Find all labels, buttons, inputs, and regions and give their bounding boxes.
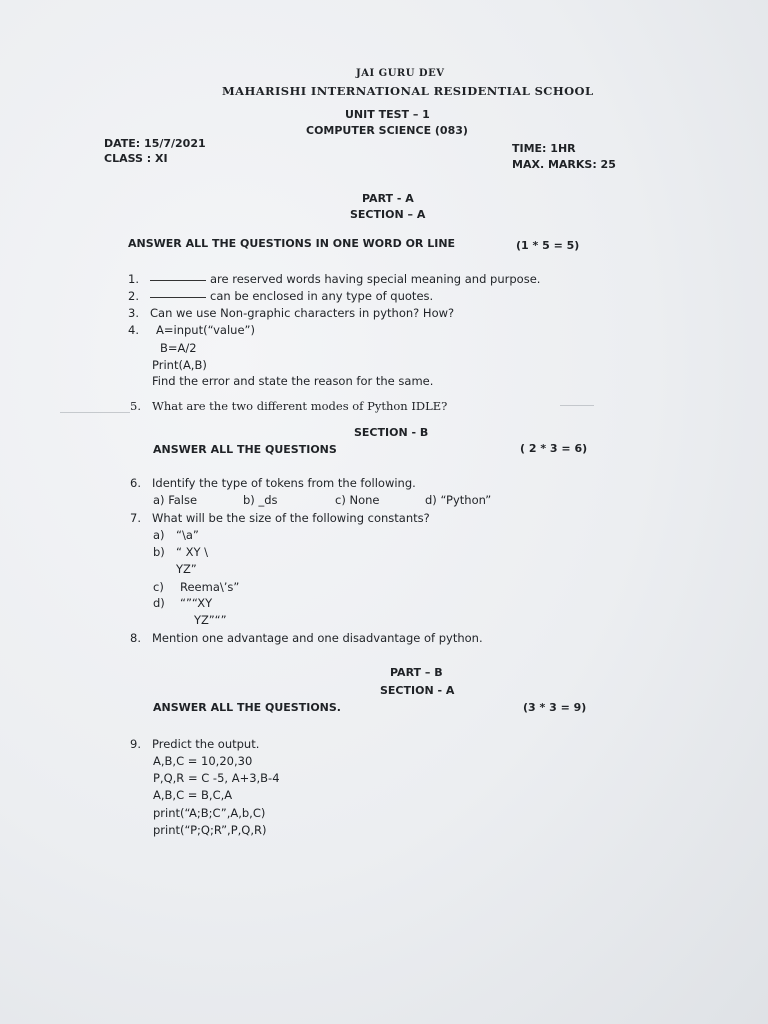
question-text: can be enclosed in any type of quotes. [210, 289, 434, 303]
question-text: are reserved words having special meaning and purpose. [210, 272, 541, 286]
code-line: P,Q,R = C -5, A+3,B-4 [153, 771, 280, 785]
question-number: 3. [128, 306, 139, 320]
question-text: Find the error and state the reason for the same. [152, 374, 434, 388]
question-number: 6. [130, 476, 141, 490]
question-number: 2. [128, 289, 139, 303]
question-number: 7. [130, 511, 141, 525]
option-a: a) False [153, 493, 198, 507]
code-line: A=input(“value”) [156, 323, 255, 337]
question-9 [130, 737, 259, 751]
option-d-label: d) [153, 596, 165, 610]
option-d-value: “”“XY [180, 596, 213, 610]
answer-blank [150, 280, 206, 281]
question-number: 9. [130, 737, 141, 751]
instruction-a: ANSWER ALL THE QUESTIONS IN ONE WORD OR LINE [128, 237, 456, 250]
scan-artifact [560, 405, 594, 406]
question-1 [128, 272, 540, 286]
option-d: d) “Python” [425, 493, 492, 507]
marks-b: ( 2 * 3 = 6) [520, 442, 588, 455]
exam-date: DATE: 15/7/2021 [104, 137, 206, 150]
option-c-value: Reema\’s” [180, 580, 240, 594]
option-c: c) None [335, 493, 380, 507]
option-b-label: b) [153, 545, 165, 559]
question-text: Mention one advantage and one disadvantage of python. [152, 631, 483, 645]
option-b-value: “ XY \ [176, 545, 209, 559]
question-text: What are the two different modes of Python IDLE? [152, 399, 448, 413]
option-c-label: c) [153, 580, 164, 594]
option-b-value-cont: YZ” [176, 562, 197, 576]
question-text: Identify the type of tokens from the following. [152, 476, 416, 490]
question-text: What will be the size of the following constants? [152, 511, 430, 525]
question-number: 5. [130, 399, 141, 413]
question-4 [128, 323, 255, 337]
scan-artifact [60, 412, 130, 413]
code-line: A,B,C = 10,20,30 [153, 754, 253, 768]
question-8 [130, 631, 483, 645]
option-d-value-cont: YZ”“” [194, 613, 227, 627]
option-a-value: “\a” [176, 528, 199, 542]
code-line: print(“A;B;C”,A,b,C) [153, 806, 266, 820]
part-b-marks: (3 * 3 = 9) [523, 701, 587, 714]
question-text: Can we use Non-graphic characters in python? How? [150, 306, 455, 320]
section-b-heading: SECTION - B [354, 426, 429, 439]
question-number: 8. [130, 631, 141, 645]
part-b-section-a-heading: SECTION - A [380, 684, 455, 697]
question-number: 1. [128, 272, 139, 286]
max-marks: MAX. MARKS: 25 [512, 158, 616, 171]
question-5 [130, 399, 447, 413]
motto: JAI GURU DEV [356, 68, 445, 79]
marks-a: (1 * 5 = 5) [516, 239, 580, 252]
part-b-heading: PART – B [390, 666, 443, 679]
option-a-label: a) [153, 528, 165, 542]
option-b: b) _ds [243, 493, 278, 507]
code-line: Print(A,B) [152, 358, 207, 372]
exam-class: CLASS : XI [104, 152, 168, 165]
instruction-b: ANSWER ALL THE QUESTIONS [153, 443, 337, 456]
exam-time: TIME: 1HR [512, 142, 576, 155]
code-line: A,B,C = B,C,A [153, 788, 233, 802]
question-3 [128, 306, 454, 320]
code-line: B=A/2 [160, 341, 197, 355]
answer-blank [150, 297, 206, 298]
test-title: UNIT TEST – 1 [345, 108, 430, 121]
question-number: 4. [128, 323, 139, 337]
school-name: MAHARISHI INTERNATIONAL RESIDENTIAL SCHOOL [222, 84, 594, 98]
code-line: print(“P;Q;R”,P,Q,R) [153, 823, 267, 837]
subject-title: COMPUTER SCIENCE (083) [306, 124, 468, 137]
question-6 [130, 476, 416, 490]
part-b-instruction: ANSWER ALL THE QUESTIONS. [153, 701, 341, 714]
question-7 [130, 511, 430, 525]
question-text: Predict the output. [152, 737, 260, 751]
question-2 [128, 289, 433, 303]
section-a-heading: SECTION – A [350, 208, 426, 221]
part-a-heading: PART - A [362, 192, 414, 205]
